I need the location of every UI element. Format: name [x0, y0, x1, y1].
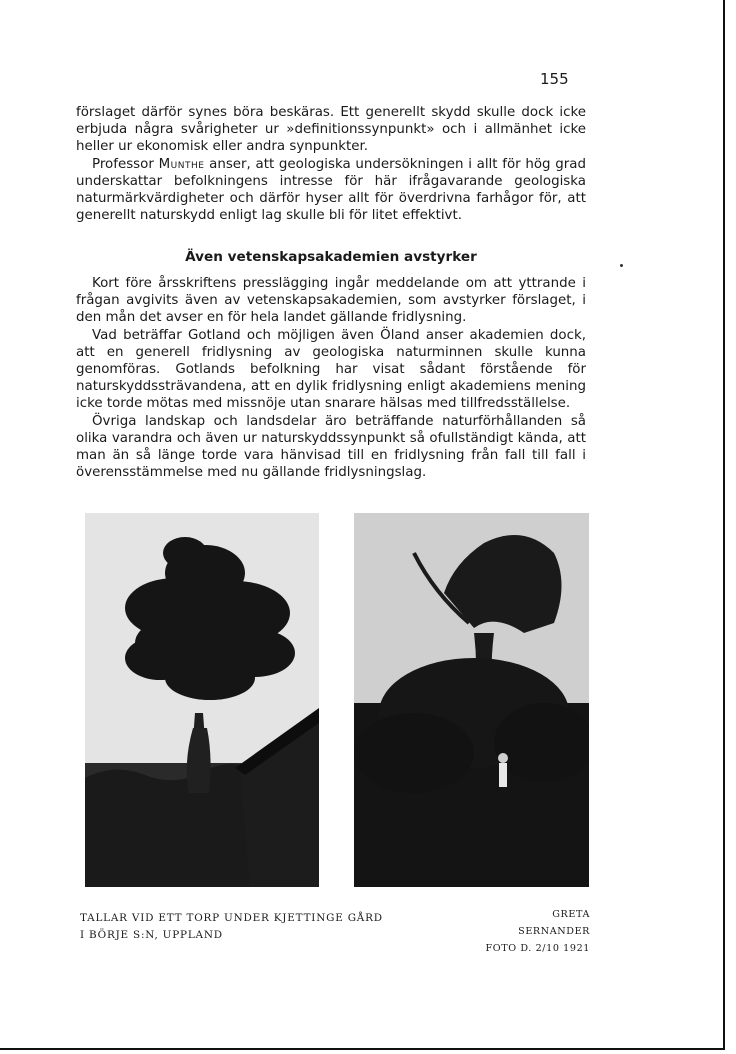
paragraph-4: Vad beträffar Gotland och möjligen även Öland anser akademien dock, att en generell fridlysning av geologiska naturminnen skulle kunna genomföras. Gotlands befolkning har visat sådant förstående för naturskyddssträvandena, att en dylik fridlysning enligt akademiens mening icke torde mötas med missnöje utan snarare hälsas med tillfredsställelse.: [76, 327, 586, 412]
caption-left: [80, 910, 383, 944]
munthe-name: Munthe: [158, 156, 205, 172]
photo-pine-tree-barn: [85, 513, 319, 887]
photo-old-pine: [354, 513, 589, 887]
page-number: 155: [540, 70, 569, 88]
text-block-top: [76, 104, 586, 224]
paragraph-3: Kort före årsskriftens presslägging ingår meddelande om att yttrande i frågan avgivits även av vetenskapsakademien, som avstyrker förslaget, i den mån det avser en för hela landet gällande fridlysning.: [76, 276, 586, 326]
photo-date: FOTO D. 2/10 1921: [485, 943, 590, 954]
professor-label: Professor: [92, 156, 154, 172]
section-heading: Även vetenskapsakademien avstyrker: [185, 249, 477, 265]
paragraph-2-text: anser, att geologiska undersökningen i allt för hög grad underskattar befolkningens intresse för här ifrågavarande geologiska naturmärkvärdigheter och därför hyser allt för överdrivna farhågor för, att generellt naturskydd enligt lag skulle bli för litet effektivt.: [76, 156, 586, 224]
photo-right-illustration: [354, 513, 589, 887]
caption-right: [480, 906, 590, 957]
caption-left-line-1: TALLAR VID ETT TORP UNDER KJETTINGE GÅRD: [80, 912, 383, 924]
stray-dot: [620, 264, 623, 267]
paragraph-2: [76, 156, 586, 225]
paragraph-1: förslaget därför synes böra beskäras. Ett generellt skydd skulle dock icke erbjuda några svårigheter ur »definitionssynpunkt» och i allmänhet icke heller ur ekonomisk eller andra synpunkter.: [76, 105, 586, 155]
text-block-bottom: [76, 275, 586, 481]
photo-left-illustration: [85, 513, 319, 887]
photographer-credit: GRETA SERNANDER: [518, 909, 590, 937]
paragraph-5: Övriga landskap och landsdelar äro beträffande naturförhållanden så olika varandra och även ur naturskyddssynpunkt så ofullständigt kända, att man än så länge torde vara hänvisad till en fridlysning från fall till fall i överensstämmelse med nu gällande fridlysningslag.: [76, 413, 586, 481]
caption-left-line-2: I BÖRJE S:N, UPPLAND: [80, 929, 223, 941]
